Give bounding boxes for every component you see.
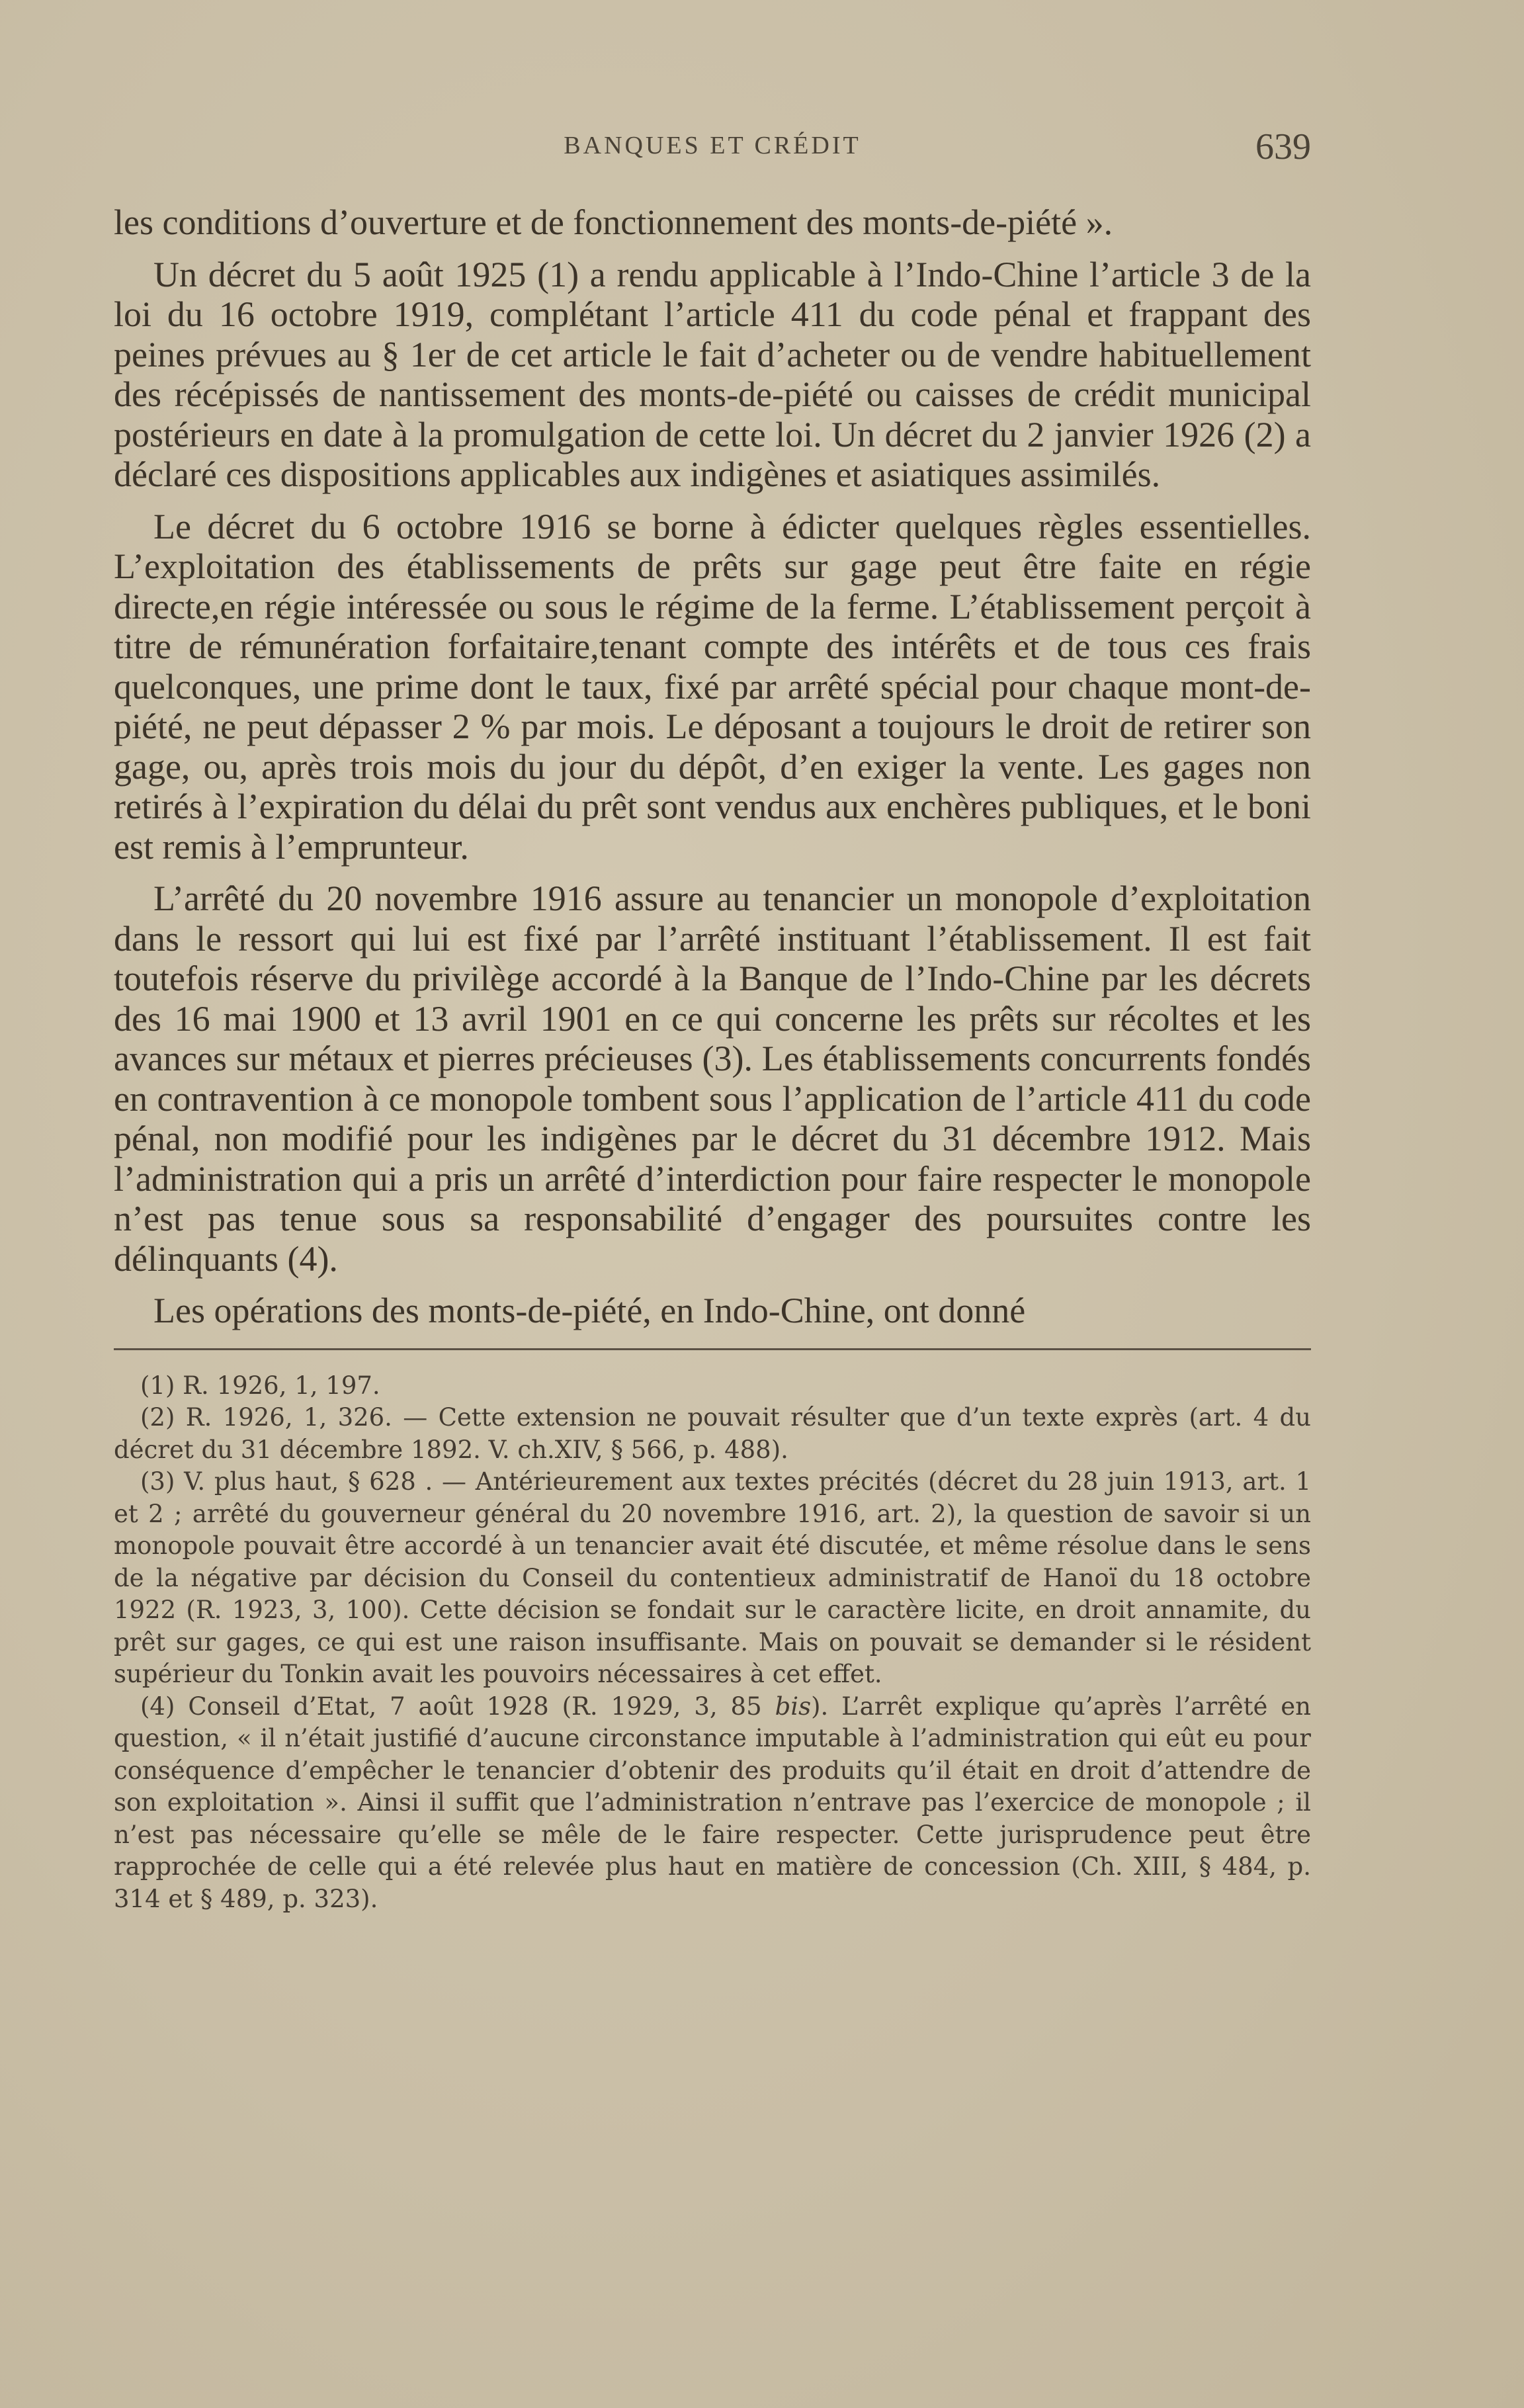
- footnote-4: [114, 1691, 1311, 1916]
- footnote-4-end: ). L’arrêt explique qu’après l’arrêté en question, « il n’était justifié d’aucune circonstance imputable à l’administration qui eût eu pour conséquence d’empêcher le tenancier d’obtenir des produits qu’il était en droit d’attendre de son exploitation ». Ainsi il suffit que l’administration n’entrave pas l’exercice de monopole ; il n’est pas nécessaire qu’elle se mêle de le faire respecter. Cette jurisprudence peut être rapprochée de celle qui a été relevée plus haut en matière de concession (Ch. XIII, § 484, p. 314 et § 489, p. 323).: [114, 1692, 1311, 1913]
- running-title: BANQUES ET CRÉDIT: [564, 132, 861, 159]
- paragraph: Le décret du 6 octobre 1916 se borne à édicter quelques règles essentielles. L’exploitation des établissements de prêts sur gage peut être faite en régie directe,en régie intéressée ou sous le régime de la ferme. L’établissement perçoit à titre de rémunération forfaitaire,tenant compte des intérêts et de tous ces frais quelconques, une prime dont le taux, fixé par arrêté spécial pour chaque mont-de-piété, ne peut dépasser 2 % par mois. Le déposant a toujours le droit de retirer son gage, ou, après trois mois du jour du dépôt, d’en exiger la vente. Les gages non retirés à l’expiration du délai du prêt sont vendus aux enchères publiques, et le boni est remis à l’emprunteur.: [114, 506, 1311, 867]
- page-header: [114, 126, 1311, 179]
- main-text: [114, 202, 1311, 1331]
- page-number: 639: [1255, 126, 1311, 167]
- paragraph: Les opérations des monts-de-piété, en Indo-Chine, ont donné: [153, 1291, 1026, 1330]
- footnote-2: (2) R. 1926, 1, 326. — Cette extension ne pouvait résulter que d’un texte exprès (art. 4 du décret du 31 décembre 1892. V. ch.XIV, § 566, p. 488).: [114, 1403, 1311, 1464]
- footnote-1: (1) R. 1926, 1, 197.: [140, 1371, 380, 1400]
- footnote-4-italic: bis: [775, 1692, 812, 1721]
- book-page: [114, 126, 1311, 1915]
- footnote-3: (3) V. plus haut, § 628 . — Antérieurement aux textes précités (décret du 28 juin 1913, art. 1 et 2 ; arrêté du gouverneur général du 20 novembre 1916, art. 2), la question de savoir si un monopole pouvait être accordé à un tenancier avait été discutée, et même résolue dans le sens de la négative par décision du Conseil du contentieux administratif de Hanoï du 18 octobre 1922 (R. 1923, 3, 100). Cette décision se fondait sur le caractère licite, en droit annamite, du prêt sur gages, ce qui est une raison insuffisante. Mais on pouvait se demander si le résident supérieur du Tonkin avait les pouvoirs nécessaires à cet effet.: [114, 1467, 1311, 1688]
- footnote-divider: [114, 1348, 1311, 1350]
- paragraph: Un décret du 5 août 1925 (1) a rendu applicable à l’Indo-Chine l’article 3 de la loi du 16 octobre 1919, complétant l’article 411 du code pénal et frappant des peines prévues au § 1er de cet article le fait d’acheter ou de vendre habituellement des récépissés de nantissement des monts-de-piété ou caisses de crédit municipal postérieurs en date à la promulgation de cette loi. Un décret du 2 janvier 1926 (2) a déclaré ces dispositions applicables aux indigènes et asiatiques assimilés.: [114, 254, 1311, 494]
- paragraph: les conditions d’ouverture et de fonctionnement des monts-de-piété ».: [114, 202, 1113, 242]
- paragraph: L’arrêté du 20 novembre 1916 assure au tenancier un monopole d’exploitation dans le ressort qui lui est fixé par l’arrêté instituant l’établissement. Il est fait toutefois réserve du privilège accordé à la Banque de l’Indo-Chine par les décrets des 16 mai 1900 et 13 avril 1901 en ce qui concerne les prêts sur récoltes et les avances sur métaux et pierres précieuses (3). Les établissements concurrents fondés en contravention à ce monopole tombent sous l’application de l’article 411 du code pénal, non modifié pour les indigènes par le décret du 31 décembre 1912. Mais l’administration qui a pris un arrêté d’interdiction pour faire respecter le monopole n’est pas tenue sous sa responsabilité d’engager des poursuites contre les délinquants (4).: [114, 879, 1311, 1279]
- footnotes: [114, 1370, 1311, 1916]
- footnote-4-start: (4) Conseil d’Etat, 7 août 1928 (R. 1929, 3, 85: [140, 1692, 775, 1721]
